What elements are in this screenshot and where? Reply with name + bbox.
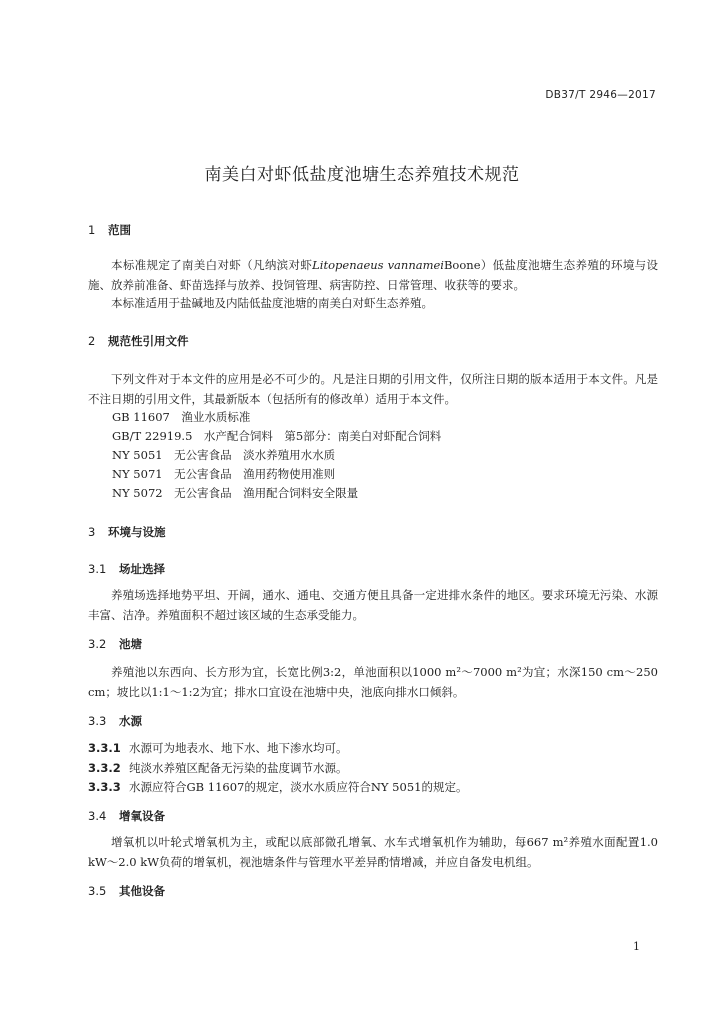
section-number: 2 <box>88 334 96 348</box>
item-number: 3.3.3 <box>88 780 121 794</box>
item-text: 水源可为地表水、地下水、地下渗水均可。 <box>129 741 348 755</box>
section-number: 1 <box>88 223 96 237</box>
pond-paragraph: 养殖池以东西向、长方形为宜，长宽比例3:2，单池面积以1000 m²～7000 m²为宜；水深150 cm～250 cm；坡比以1:1～1:2为宜；排水口宜设在池塘中央，池底向排水口倾斜。 <box>88 665 658 699</box>
subsection-title: 增氧设备 <box>119 809 165 823</box>
subsection-3-5-heading <box>88 883 165 899</box>
reference-item: NY 5051 无公害食品 淡水养殖用水水质 <box>112 448 336 462</box>
subsection-number: 3.1 <box>88 562 107 576</box>
subsection-3-1-heading <box>88 561 165 577</box>
section-2-heading <box>88 333 189 349</box>
scope-paragraph-2: 本标准适用于盐碱地及内陆低盐度池塘的南美白对虾生态养殖。 <box>111 296 433 310</box>
aeration-paragraph: 增氧机以叶轮式增氧机为主，或配以底部微孔增氧、水车式增氧机作为辅助，每667 m²养殖水面配置1.0 kW～2.0 kW负荷的增氧机，视池塘条件与管理水平差异酌情增减，并应自备发电机组。 <box>88 835 658 869</box>
subsection-3-3-heading <box>88 713 142 729</box>
references-intro: 下列文件对于本文件的应用是必不可少的。凡是注日期的引用文件，仅所注日期的版本适用于本文件。凡是不注日期的引用文件，其最新版本（包括所有的修改单）适用于本文件。 <box>88 372 658 406</box>
water-source-item-1 <box>88 738 658 758</box>
water-source-item-2 <box>88 758 658 778</box>
scope-text-pre: 本标准规定了南美白对虾（凡纳滨对虾 <box>111 258 313 272</box>
document-title: 南美白对虾低盐度池塘生态养殖技术规范 <box>204 165 520 185</box>
section-3-heading <box>88 524 166 540</box>
item-number: 3.3.1 <box>88 741 121 755</box>
reference-item: GB 11607 渔业水质标准 <box>112 410 251 424</box>
standard-code: DB37/T 2946—2017 <box>545 89 656 101</box>
subsection-title: 池塘 <box>119 637 142 651</box>
subsection-title: 水源 <box>119 714 142 728</box>
subsection-number: 3.4 <box>88 809 107 823</box>
latin-species-name: Litopenaeus vannamei <box>312 258 444 272</box>
item-text: 水源应符合GB 11607的规定，淡水水质应符合NY 5051的规定。 <box>129 780 468 794</box>
scope-text-post: Boone）低盐度池塘生态养殖的环境与设施、放养前准备、虾苗选择与放养、投饲管理、病害防控、日常管理、收获等的要求。 <box>88 258 658 292</box>
section-title: 环境与设施 <box>108 525 166 539</box>
water-source-item-3 <box>88 777 658 797</box>
reference-item: NY 5071 无公害食品 渔用药物使用准则 <box>112 467 336 481</box>
section-1-heading <box>88 222 131 238</box>
reference-item: GB/T 22919.5 水产配合饲料 第5部分：南美白对虾配合饲料 <box>112 429 442 443</box>
subsection-3-4-heading <box>88 808 165 824</box>
subsection-title: 场址选择 <box>119 562 165 576</box>
item-text: 纯淡水养殖区配备无污染的盐度调节水源。 <box>129 761 348 775</box>
reference-item: NY 5072 无公害食品 渔用配合饲料安全限量 <box>112 486 359 500</box>
subsection-number: 3.5 <box>88 884 107 898</box>
subsection-3-2-heading <box>88 636 142 652</box>
page-number: 1 <box>633 940 640 953</box>
scope-paragraph-1 <box>88 255 658 295</box>
subsection-title: 其他设备 <box>119 884 165 898</box>
item-number: 3.3.2 <box>88 761 121 775</box>
site-selection-paragraph: 养殖场选择地势平坦、开阔，通水、通电、交通方便且具备一定进排水条件的地区。要求环境无污染、水源丰富、洁净。养殖面积不超过该区域的生态承受能力。 <box>88 588 658 622</box>
section-title: 范围 <box>108 223 131 237</box>
section-title: 规范性引用文件 <box>108 334 189 348</box>
subsection-number: 3.2 <box>88 637 107 651</box>
subsection-number: 3.3 <box>88 714 107 728</box>
section-number: 3 <box>88 525 96 539</box>
